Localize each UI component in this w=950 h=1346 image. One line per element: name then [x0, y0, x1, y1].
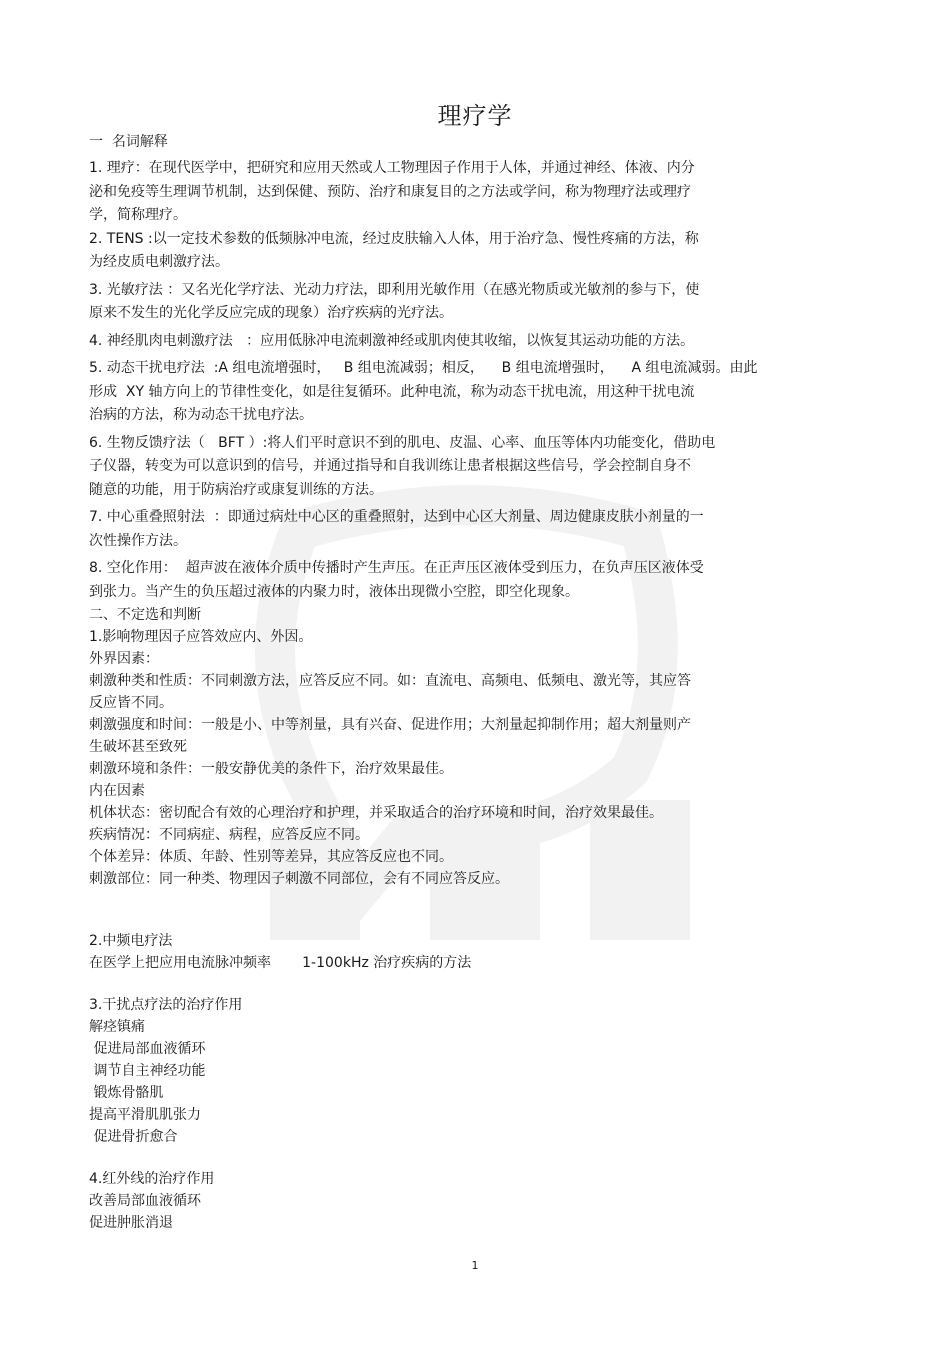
definition-line: 8. 空化作用： 超声波在液体介质中传播时产生声压。在正声压区液体受到压力，在负声压区液体受 [89, 560, 704, 576]
definition-line: 1. 理疗：在现代医学中，把研究和应用天然或人工物理因子作用于人体，并通过神经、体液、内分 [89, 160, 695, 176]
text-line: 外界因素： [89, 651, 159, 667]
item3-block [89, 994, 859, 1148]
definition-line: 2. TENS :以一定技术参数的低频脉冲电流，经过皮肤输入人体，用于治疗急、慢性疼痛的方法，称 [89, 230, 699, 247]
definition-line: 治病的方法，称为动态干扰电疗法。 [89, 407, 313, 423]
document-title: 理疗学 [437, 102, 513, 130]
text-line: 内在因素 [89, 783, 145, 799]
text-line: 调节自主神经功能 [89, 1063, 206, 1079]
definition-1 [89, 157, 859, 228]
text-line: 1.影响物理因子应答效应内、外因。 [89, 629, 313, 645]
text-line: 刺激环境和条件：一般安静优美的条件下，治疗效果最佳。 [89, 761, 453, 777]
definition-line: 6. 生物反馈疗法（ BFT ）:将人们平时意识不到的肌电、皮温、心率、血压等体内功能变化，借助电 [89, 434, 716, 451]
definition-2 [89, 228, 859, 275]
definition-line: 3. 光敏疗法 ：又名光化学疗法、光动力疗法，即利用光敏作用（在感光物质或光敏剂的参与下，使 [89, 281, 700, 298]
definition-line: 次性操作方法。 [89, 532, 187, 549]
text-line: 在医学上把应用电流脉冲频率 1-100kHz 治疗疾病的方法 [89, 955, 472, 971]
definition-line: 5. 动态干扰电疗法 :A 组电流增强时， B 组电流减弱；相反， B 组电流增强时， A 组电流减弱。由此 [89, 360, 758, 376]
definition-5 [89, 357, 859, 428]
page-number: 1 [471, 1259, 479, 1272]
definition-line: 4. 神经肌肉电刺激疗法 ：应用低脉冲电流刺激神经或肌肉使其收缩，以恢复其运动功能的方法。 [89, 332, 695, 349]
document-body [89, 131, 859, 1234]
item-heading: 3.干扰点疗法的治疗作用 [89, 997, 243, 1013]
definition-line: 为经皮质电刺激疗法。 [89, 254, 229, 270]
text-line: 改善局部血液循环 [89, 1193, 201, 1209]
text-line: 生破坏甚至致死 [89, 739, 187, 755]
text-line: 锻炼骨骼肌 [89, 1085, 164, 1101]
text-line: 刺激种类和性质：不同刺激方法，应答反应不同。如：直流电、高频电、低频电、激光等，其应答 [89, 673, 691, 689]
text-line: 疾病情况：不同病症、病程，应答反应不同。 [89, 827, 369, 843]
section1-heading [89, 131, 859, 153]
definition-line: 7. 中心重叠照射法 ：即通过病灶中心区的重叠照射，达到中心区大剂量、周边健康皮肤小剂量的一 [89, 509, 704, 525]
item2-block [89, 930, 859, 974]
definition-7 [89, 506, 859, 553]
section-heading: 二、不定选和判断 [89, 607, 201, 623]
text-line: 促进肿胀消退 [89, 1215, 173, 1231]
text-line: 刺激强度和时间：一般是小、中等剂量，具有兴奋、促进作用；大剂量起抑制作用；超大剂量则产 [89, 717, 691, 733]
text-line: 解痉镇痛 [89, 1019, 145, 1035]
definition-line: 泌和免疫等生理调节机制，达到保健、预防、治疗和康复目的之方法或学问，称为物理疗法或理疗 [89, 183, 691, 200]
text-line: 促进骨折愈合 [89, 1129, 178, 1145]
text-line: 提高平滑肌肌张力 [89, 1107, 201, 1123]
definition-line: 子仪器，转变为可以意识到的信号，并通过指导和自我训练让患者根据这些信号，学会控制自身不 [89, 458, 691, 474]
item-heading: 4.红外线的治疗作用 [89, 1171, 215, 1187]
definition-3 [89, 279, 859, 326]
text-line: 促进局部血液循环 [89, 1041, 206, 1057]
text-line: 刺激部位：同一种类、物理因子刺激不同部位，会有不同应答反应。 [89, 871, 509, 887]
section-heading: 一 名词解释 [89, 134, 168, 150]
definition-8 [89, 557, 859, 604]
definition-6 [89, 432, 859, 503]
text-line: 个体差异：体质、年龄、性别等差异，其应答反应也不同。 [89, 849, 453, 865]
definition-line: 到张力。当产生的负压超过液体的内聚力时，液体出现微小空腔，即空化现象。 [89, 583, 579, 600]
definition-line: 学，简称理疗。 [89, 207, 187, 223]
definition-line: 原来不发生的光化学反应完成的现象）治疗疾病的光疗法。 [89, 305, 453, 321]
item4-block [89, 1168, 859, 1234]
definition-line: 形成 XY 轴方向上的节律性变化，如是往复循环。此种电流，称为动态干扰电流，用这种干扰电流 [89, 383, 695, 400]
definition-line: 随意的功能，用于防病治疗或康复训练的方法。 [89, 481, 383, 498]
text-line: 反应皆不同。 [89, 695, 173, 711]
text-line: 机体状态：密切配合有效的心理治疗和护理，并采取适合的治疗环境和时间，治疗效果最佳。 [89, 805, 663, 821]
item-heading: 2.中频电疗法 [89, 933, 173, 949]
section2 [89, 604, 859, 890]
definition-4 [89, 330, 859, 354]
